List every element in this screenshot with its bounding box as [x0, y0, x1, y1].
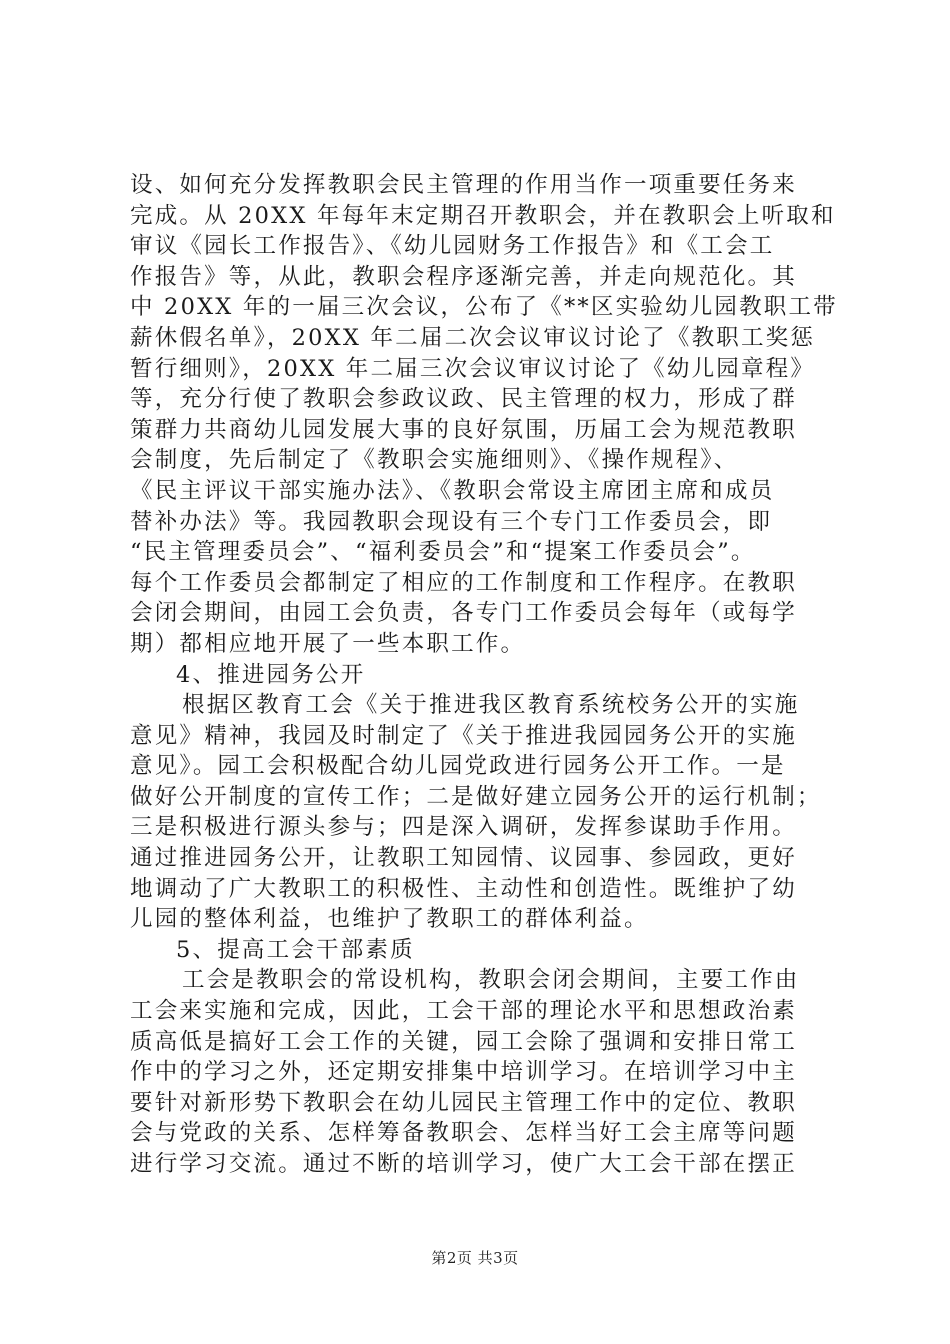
text-line: 替补办法》等。我园教职会现设有三个专门工作委员会，即	[130, 508, 773, 535]
text-line: “民主管理委员会”、“福利委员会”和“提案工作委员会”。	[130, 539, 756, 566]
text-line: 作中的学习之外，还定期安排集中培训学习。在培训学习中主	[130, 1059, 797, 1086]
text-line: 意见》精神，我园及时制定了《关于推进我园园务公开的实施	[130, 722, 797, 749]
section-heading: 4、推进园务公开	[176, 661, 366, 688]
text-line: 进行学习交流。通过不断的培训学习，使广大工会干部在摆正	[130, 1151, 797, 1177]
text-line: 暂行细则》，20XX 年二届三次会议审议讨论了《幼儿园章程》	[130, 355, 816, 382]
text-line: 完成。从 20XX 年每年末定期召开教职会，并在教职会上听取和	[130, 202, 836, 229]
document-body	[130, 170, 838, 1180]
text-line: 地调动了广大教职工的积极性、主动性和创造性。既维护了幼	[130, 875, 797, 902]
text-line: 策群力共商幼儿园发展大事的良好氛围，历届工会为规范教职	[130, 416, 797, 443]
text-line: 等，充分行使了教职会参政议政、民主管理的权力，形成了群	[130, 386, 797, 413]
text-line: 根据区教育工会《关于推进我区教育系统校务公开的实施	[182, 692, 800, 719]
text-line: 审议《园长工作报告》、《幼儿园财务工作报告》和《工会工	[130, 233, 775, 260]
page-number-footer: 第2页 共3页	[431, 1249, 519, 1267]
text-line: 设、如何充分发挥教职会民主管理的作用当作一项重要任务来	[130, 172, 797, 198]
text-line: 儿园的整体利益，也维护了教职工的群体利益。	[130, 906, 649, 933]
text-line: 工会来实施和完成，因此，工会干部的理论水平和思想政治素	[130, 998, 797, 1025]
text-line: 要针对新形势下教职会在幼儿园民主管理工作中的定位、教职	[130, 1089, 797, 1116]
text-line: 中 20XX 年的一届三次会议，公布了《**区实验幼儿园教职工带	[130, 294, 838, 321]
text-line: 三是积极进行源头参与；四是深入调研，发挥参谋助手作用。	[130, 814, 797, 841]
text-line: 每个工作委员会都制定了相应的工作制度和工作程序。在教职	[130, 569, 797, 596]
text-line: 做好公开制度的宣传工作；二是做好建立园务公开的运行机制；	[130, 783, 822, 810]
section-heading: 5、提高工会干部素质	[176, 936, 415, 963]
text-line: 会与党政的关系、怎样筹备教职会、怎样当好工会主席等问题	[130, 1120, 797, 1147]
text-line: 通过推进园务公开，让教职工知园情、议园事、参园政，更好	[130, 845, 797, 872]
text-line: 作报告》等，从此，教职会程序逐渐完善，并走向规范化。其	[130, 263, 797, 290]
text-line: 意见》。园工会积极配合幼儿园党政进行园务公开工作。一是	[130, 753, 786, 780]
text-line: 《民主评议干部实施办法》、《教职会常设主席团主席和成员	[130, 477, 775, 504]
text-line: 工会是教职会的常设机构，教职会闭会期间，主要工作由	[182, 967, 800, 994]
text-line: 会闭会期间，由园工会负责，各专门工作委员会每年（或每学	[130, 600, 797, 627]
text-line: 期）都相应地开展了一些本职工作。	[130, 630, 526, 657]
text-line: 质高低是搞好工会工作的关键，园工会除了强调和安排日常工	[130, 1028, 797, 1055]
text-line: 薪休假名单》，20XX 年二届二次会议审议讨论了《教职工奖惩	[130, 324, 816, 351]
text-line: 会制度，先后制定了《教职会实施细则》、《操作规程》、	[130, 447, 739, 474]
